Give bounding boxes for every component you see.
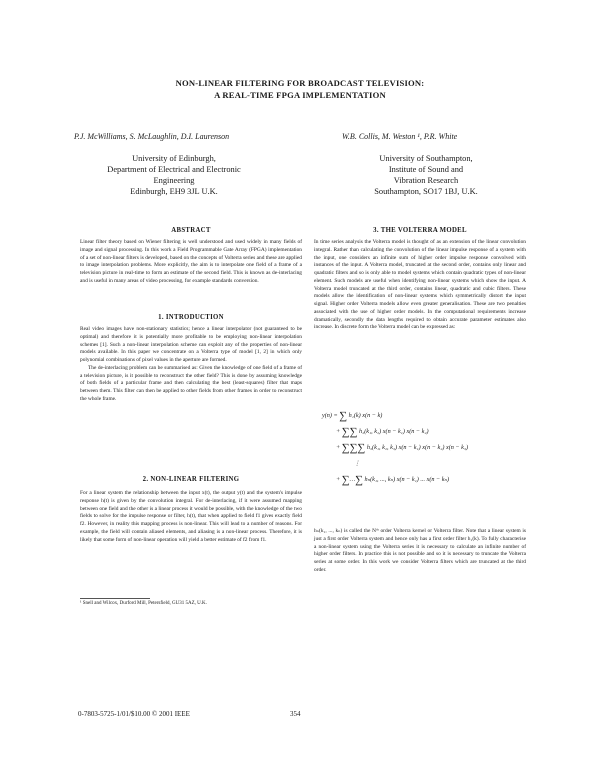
equation-lhs: y(n) = [322, 412, 340, 419]
paper-title-line-2: A REAL-TIME FPGA IMPLEMENTATION [214, 90, 386, 100]
authors-left: P.J. McWilliams, S. McLaughlin, D.I. Laurenson [74, 132, 230, 141]
sum-symbol: ∑ [341, 474, 350, 486]
equation-line-1 [322, 408, 526, 424]
affiliation-right-line: University of Southampton, [379, 154, 473, 163]
affiliation-right [326, 153, 526, 197]
equation-term-quadratic: h₂(k₁, k₂) x(n − k₁) x(n − k₂) [358, 428, 429, 435]
footnote-rule [80, 598, 150, 599]
affiliation-right-line: Southampton, SO17 1BJ, U.K. [374, 187, 478, 196]
authors-right: W.B. Collis, M. Weston ¹, P.R. White [342, 132, 458, 141]
abstract-text: Linear filter theory based on Wiener filtering is well understood and used widely in many fields of image and signal processing. In this work a Field Programmable Gate Array (FPGA) implementation of a set of non-linear filters is developed, based on the concepts of Volterra series and these are applied to image interpolation problems. More explicitly, the aim is to interpolate one field of a frame of a television picture in real-time to form an estimate of the second field. This is known as de-interlacing and is useful in many areas of video processing, for example standards conversion. [80, 239, 302, 284]
equation-line-3: + ∑∑∑ h₃(k₁, k₂, k₃) x(n − k₁) x(n − k₂) x(n − k₃) [336, 442, 469, 454]
introduction-body [80, 326, 302, 404]
volterra-kernel-text: hₙ(k₁, ..., kₙ) is called the Nᵗʰ order Volterra kernel or Volterra filter. Note that a linear system is just a first order Volterra system and hence only has a first order filter h₁(k). To fully characterise a non-linear system using the Volterra series it is necessary to calculate an infinite number of higher order filters. In practice this is not possible and so it is necessary to truncate the Volterra series at some order. In this work we consider Volterra filters which are truncated at the third order. [314, 528, 526, 573]
equation-line-4: + ∑…∑ hₙ(k₁, ..., kₙ) x(n − k₁) ... x(n − kₙ) [336, 474, 450, 486]
abstract-heading: ABSTRACT [171, 227, 211, 234]
affiliation-left-line: University of Edinburgh, [132, 154, 216, 163]
volterra-model-text: In time series analysis the Volterra model is thought of as an extension of the linear convolution integral. Rather than calculating the convolution of the linear impulse response of a system with the input, one considers an infinite sum of higher order impulse response convolved with instances of the input. A Volterra model, truncated at the second order, contains only linear and quadratic filters and so is only able to model systems which contain quadratic types of non-linear element. Such models are useful when identifying non-linear systems which show the input. A Volterra model truncated at the third order, contains linear, quadratic and cubic filters. These models allow the identification of non-linear systems which symmetrically distort the input signal. Higher order Volterra models allow even greater generalisation. These are two penalties associated with the use of higher order models. In the computational requirements increase dramatically, secondly the data lengths required to obtain accurate parameter estimates also increase. In discrete form the Volterra model can be expressed as: [314, 239, 526, 331]
affiliation-left-line: Department of Electrical and Electronic [107, 165, 241, 174]
introduction-paragraph: The de-interlacing problem can be summarised as: Given the knowledge of one field of a frame of a television picture, is it possible to reconstruct the other field? This is done by assuming knowledge of both fields of a particular frame and then calculating the best (least-squares) filter that maps between them. This filter can then be applied to other fields from other frames in order to reconstruct the whole frame. [80, 364, 302, 402]
sum-symbol: ∑∑∑ [341, 442, 366, 454]
affiliation-left-line: Engineering [153, 176, 195, 185]
volterra-model-heading: 3. THE VOLTERRA MODEL [373, 227, 467, 234]
nonlinear-filtering-heading: 2. NON-LINEAR FILTERING [142, 476, 240, 483]
volterra-equation [322, 408, 526, 488]
introduction-heading: 1. INTRODUCTION [158, 314, 224, 321]
introduction-paragraph: Real video images have non-stationary statistics; hence a linear interpolator (not guaranteed to be optimal) and therefore it is potentially more profitable to be employing non-linear interpolation schemes [1]. Such a non-linear interpolation scheme can exploit any of the properties of non-linear models available. In this paper we concentrate on a Volterra type of model [1, 2] in which only polynomial combinations of pixel values in the aperture are formed. [80, 326, 302, 363]
paper-title-line-1: NON-LINEAR FILTERING FOR BROADCAST TELEVISION: [175, 78, 425, 88]
page-number: 354 [290, 710, 301, 718]
equation-line-2: + ∑∑ h₂(k₁, k₂) x(n − k₁) x(n − k₂) [336, 426, 429, 438]
footnote: ¹ Snell and Wilcox, Durford Mill, Petersfield, GU31 5AZ, U.K. [80, 601, 207, 606]
affiliation-right-line: Vibration Research [393, 176, 459, 185]
nonlinear-filtering-text: For a linear system the relationship between the input x(t), the output y(t) and the system's impulse response h(t) is given by the convolution integral. For de-interlacing, if it were assumed mapping between one field and the other is a linear process it would be possible, with the knowledge of the two fields to solve for the impulse response or filter, h(t), that when applied to field f1 gives exactly field f2. However, in reality this mapping process is non-linear. This will lead to a number of reasons. For example, the field will contain aliased elements, and aliasing is a non-linear process. Therefore, it is likely that some form of non-linear operation will yield a better estimate of f2 from f1. [80, 490, 302, 543]
copyright-isbn: 0-7803-5725-1/01/$10.00 © 2001 IEEE [78, 710, 190, 718]
sum-symbol: ∑∑ [341, 426, 358, 438]
affiliation-left [74, 153, 274, 197]
affiliation-right-line: Institute of Sound and [388, 165, 464, 174]
equation-line-dots: ⋮ [354, 460, 361, 467]
equation-term-cubic: h₃(k₁, k₂, k₃) x(n − k₁) x(n − k₂) x(n − k₃) [366, 444, 469, 451]
equation-term-linear: h₁(k) x(n − k) [348, 412, 383, 419]
sum-symbol: ∑ [355, 474, 363, 486]
affiliation-left-line: Edinburgh, EH9 3JL U.K. [130, 187, 218, 196]
sum-symbol: ∑ [339, 410, 348, 422]
equation-term-nth-order: hₙ(k₁, ..., kₙ) x(n − k₁) ... x(n − kₙ) [364, 476, 450, 483]
